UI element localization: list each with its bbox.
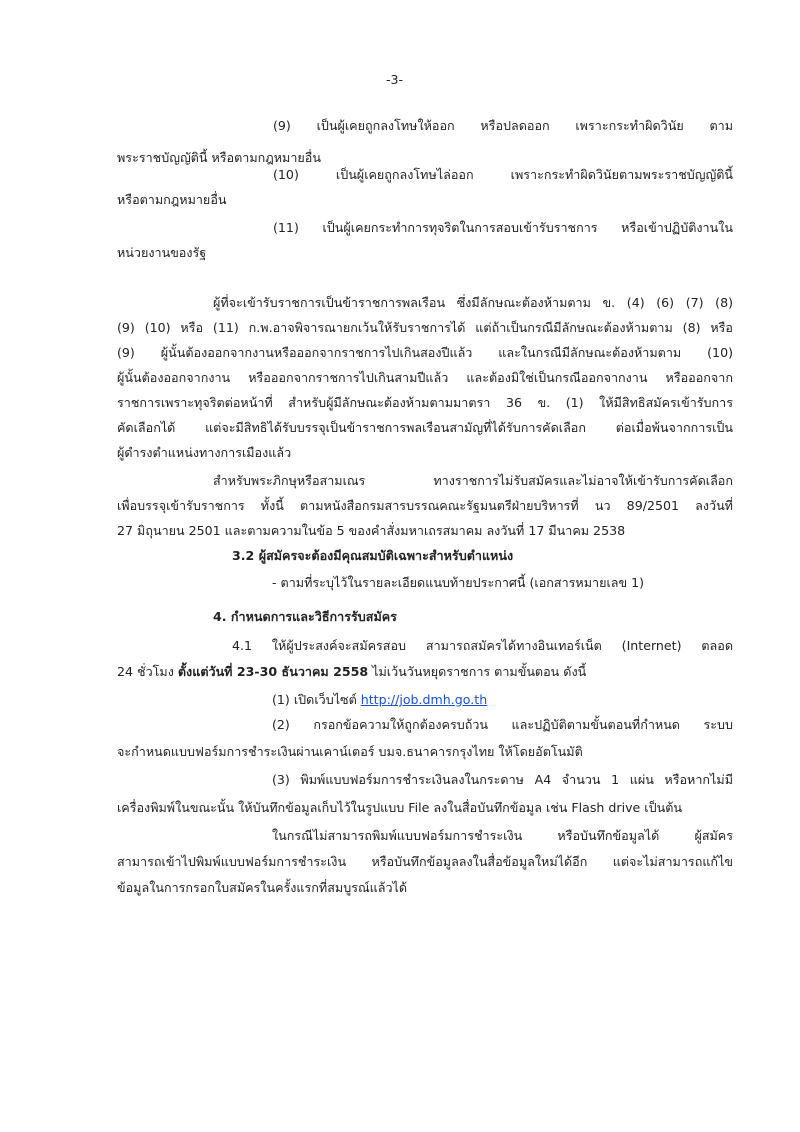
exception-line: (9) (10) หรือ (11) ก.พ.อาจพิจารณายกเว้นให้รับราชการได้ แต่ถ้าเป็นกรณีมีลักษณะต้องห้ามตาม (8) หรือ: [117, 320, 734, 335]
steps-intro: ไม่เว้นวันหยุดราชการ ตามขั้นตอน ดังนี้: [368, 664, 587, 679]
exception-line: ผู้ที่จะเข้ารับราชการเป็นข้าราชการพลเรือน ซึ่งมีลักษณะต้องห้ามตาม ข. (4) (6) (7) (8): [213, 295, 733, 310]
step-2-line-1: (2) กรอกข้อความให้ถูกต้องครบถ้วน และปฏิบัติตามขั้นตอนที่กำหนด ระบบ: [272, 717, 733, 732]
section-4-1-line-2: [117, 664, 586, 680]
monks-line: สำหรับพระภิกษุหรือสามเณร ทางราชการไม่รับสมัครและไม่อาจให้เข้ารับการคัดเลือก: [213, 473, 733, 488]
job-website-link[interactable]: http://job.dmh.go.th: [360, 692, 488, 707]
exception-line: ผู้นั้นต้องออกจากงาน หรือออกจากราชการไปเกินสามปีแล้ว และต้องมิใช่เป็นกรณีออกจากงาน หรือออกจาก: [117, 370, 733, 385]
item-11-line-2: หน่วยงานของรัฐ: [117, 245, 207, 260]
step-3-line-2: เครื่องพิมพ์ในขณะนั้น ให้บันทึกข้อมูลเก็บไว้ในรูปแบบ File ลงในสื่อบันทึกข้อมูล เช่น Flash drive เป็นต้น: [117, 800, 682, 815]
exception-line: ผู้ดำรงตำแหน่งทางการเมืองแล้ว: [117, 445, 292, 460]
hours-text: 24 ชั่วโมง: [117, 664, 178, 679]
item-10-line-2: หรือตามกฎหมายอื่น: [117, 192, 227, 207]
exception-line: คัดเลือกได้ แต่จะมีสิทธิได้รับบรรจุเป็นข้าราชการพลเรือนสามัญที่ได้รับการคัดเลือก ต่อเมื่อพ้นจากการเป็น: [117, 420, 733, 435]
date-range: ตั้งแต่วันที่ 23-30 ธันวาคม 2558: [177, 664, 369, 679]
step-3-line-1: (3) พิมพ์แบบฟอร์มการชำระเงินลงในกระดาษ A4 จำนวน 1 แผ่น หรือหากไม่มี: [272, 772, 733, 787]
exception-line: (9) ผู้นั้นต้องออกจากงานหรือออกจากราชการไปเกินสองปีแล้ว และในกรณีมีลักษณะต้องห้ามตาม (10): [117, 345, 733, 360]
note-line-3: ข้อมูลในการกรอกใบสมัครในครั้งแรกที่สมบูรณ์แล้วได้: [117, 880, 408, 895]
page-number: -3-: [386, 72, 404, 87]
exception-line: ราชการเพราะทุจริตต่อหน้าที่ สำหรับผู้มีลักษณะต้องห้ามตามมาตรา 36 ข. (1) ให้มีสิทธิสมัครเข้ารับการ: [117, 395, 733, 410]
section-3-2-heading: 3.2 ผู้สมัครจะต้องมีคุณสมบัติเฉพาะสำหรับตำแหน่ง: [232, 548, 514, 563]
section-3-2-detail: - ตามที่ระบุไว้ในรายละเอียดแนบท้ายประกาศนี้ (เอกสารหมายเลข 1): [272, 575, 645, 590]
item-9-line-2: พระราชบัญญัตินี้ หรือตามกฎหมายอื่น: [117, 150, 321, 165]
section-4-1-line-1: 4.1 ให้ผู้ประสงค์จะสมัครสอบ สามารถสมัครได้ทางอินเทอร์เน็ต (Internet) ตลอด: [232, 638, 733, 653]
item-10-line-1: (10) เป็นผู้เคยถูกลงโทษไล่ออก เพราะกระทำผิดวินัยตามพระราชบัญญัตินี้: [273, 167, 733, 182]
step-1-label: (1) เปิดเว็บไซต์: [272, 692, 361, 707]
item-11-line-1: (11) เป็นผู้เคยกระทำการทุจริตในการสอบเข้ารับราชการ หรือเข้าปฏิบัติงานใน: [273, 220, 733, 235]
section-4-heading: 4. กำหนดการและวิธีการรับสมัคร: [213, 609, 397, 624]
monks-line: เพื่อบรรจุเข้ารับราชการ ทั้งนี้ ตามหนังสือกรมสารบรรณคณะรัฐมนตรีฝ่ายบริหารที่ นว 89/2501 ลงวันที่: [117, 498, 733, 513]
monks-line: 27 มิถุนายน 2501 และตามความในข้อ 5 ของคำสั่งมหาเถรสมาคม ลงวันที่ 17 มีนาคม 2538: [117, 523, 626, 538]
step-2-line-2: จะกำหนดแบบฟอร์มการชำระเงินผ่านเคาน์เตอร์ บมจ.ธนาคารกรุงไทย ให้โดยอัตโนมัติ: [117, 744, 583, 759]
item-9-line-1: (9) เป็นผู้เคยถูกลงโทษให้ออก หรือปลดออก เพราะกระทำผิดวินัย ตาม: [273, 118, 733, 133]
note-line-2: สามารถเข้าไปพิมพ์แบบฟอร์มการชำระเงิน หรือบันทึกข้อมูลลงในสื่อข้อมูลใหม่ได้อีก แต่จะไม่สามารถแก้ไข: [117, 854, 733, 869]
note-line-1: ในกรณีไม่สามารถพิมพ์แบบฟอร์มการชำระเงิน หรือบันทึกข้อมูลได้ ผู้สมัคร: [272, 828, 733, 843]
step-1: [272, 692, 487, 708]
